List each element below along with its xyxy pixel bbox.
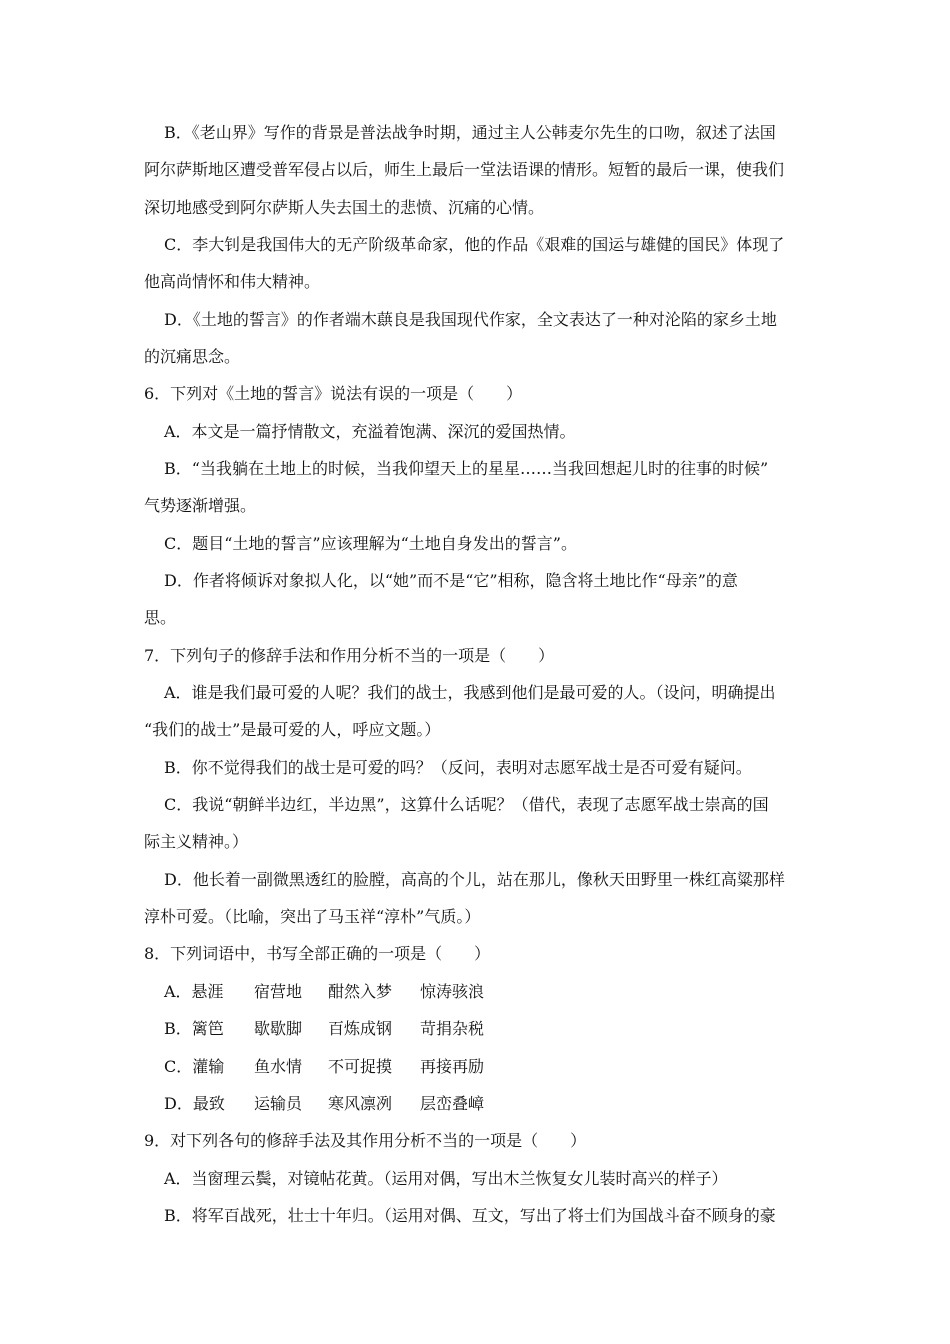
q8-option-c [164,1057,764,1077]
q7-option-d-line2: 淳朴可爱。（比喻，突出了马玉祥“淳朴”气质。） [144,907,481,926]
q6-stem: 6．下列对《土地的誓言》说法有误的一项是（ ） [144,384,523,403]
q5-option-b-line2: 阿尔萨斯地区遭受普军侵占以后，师生上最后一堂法语课的情形。短暂的最后一课，使我们 [144,160,785,179]
q6-option-c: C．题目“土地的誓言”应该理解为“土地自身发出的誓言”。 [164,534,577,553]
q8-option-c-word-3: 再接再励 [420,1057,485,1076]
q7-option-a-line1: A．谁是我们最可爱的人呢？我们的战士，我感到他们是最可爱的人。（设问，明确提出 [164,683,776,702]
q8-option-a-word-1: 宿营地 [254,982,303,1001]
q9-option-a: A．当窗理云鬓，对镜帖花黄。（运用对偶，写出木兰恢复女儿装时高兴的样子） [164,1169,728,1188]
q6-option-d-line2: 思。 [144,608,177,627]
q9-stem: 9．对下列各句的修辞手法及其作用分析不当的一项是（ ） [144,1131,587,1150]
q8-stem: 8．下列词语中，书写全部正确的一项是（ ） [144,944,491,963]
q8-option-b-word-2: 百炼成钢 [328,1019,393,1038]
q7-option-a-line2: “我们的战士”是最可爱的人，呼应文题。） [144,720,441,739]
q8-option-c-word-2: 不可捉摸 [328,1057,393,1076]
q8-option-d-label: D．最致 [164,1094,225,1113]
q8-option-b-word-3: 苛捐杂税 [420,1019,485,1038]
q5-option-c-line1: C．李大钊是我国伟大的无产阶级革命家，他的作品《艰难的国运与雄健的国民》体现了 [164,235,785,254]
q7-option-b: B．你不觉得我们的战士是可爱的吗？（反问，表明对志愿军战士是否可爱有疑问。 [164,758,752,777]
q6-option-b-line1: B．“当我躺在土地上的时候，当我仰望天上的星星……当我回想起儿时的往事的时候” [164,459,769,478]
q8-option-d-word-3: 层峦叠嶂 [420,1094,485,1113]
q6-option-a: A．本文是一篇抒情散文，充溢着饱满、深沉的爱国热情。 [164,422,576,441]
q8-option-d [164,1094,764,1114]
q5-option-d-line1: D．《土地的誓言》的作者端木蕻良是我国现代作家，全文表达了一种对沦陷的家乡土地 [164,310,777,329]
q8-option-b-word-1: 歇歇脚 [254,1019,303,1038]
q7-option-d-line1: D．他长着一副微黑透红的脸膛，高高的个儿，站在那儿，像秋天田野里一株红高粱那样 [164,870,785,889]
q8-option-b [164,1019,764,1039]
q6-option-d-line1: D．作者将倾诉对象拟人化，以“她”而不是“它”相称，隐含将土地比作“母亲”的意 [164,571,738,590]
q5-option-c-line2: 他高尚情怀和伟大精神。 [144,272,321,291]
q8-option-a-label: A．悬涯 [164,982,224,1001]
q7-option-c-line1: C．我说“朝鲜半边红，半边黑”，这算什么话呢？（借代，表现了志愿军战士崇高的国 [164,795,769,814]
q5-option-b-line1: B．《老山界》写作的背景是普法战争时期，通过主人公韩麦尔先生的口吻，叙述了法国 [164,123,776,142]
q8-option-a-word-2: 酣然入梦 [328,982,393,1001]
q5-option-d-line2: 的沉痛思念。 [144,347,241,366]
q8-option-c-word-1: 鱼水情 [254,1057,303,1076]
q8-option-c-label: C．灌输 [164,1057,225,1076]
q7-option-c-line2: 际主义精神。） [144,832,249,851]
q8-option-a-word-3: 惊涛骇浪 [420,982,485,1001]
q6-option-b-line2: 气势逐渐增强。 [144,496,257,515]
q9-option-b: B．将军百战死，壮士十年归。（运用对偶、互文，写出了将士们为国战斗奋不顾身的豪 [164,1206,776,1225]
q8-option-d-word-1: 运输员 [254,1094,303,1113]
q7-stem: 7．下列句子的修辞手法和作用分析不当的一项是（ ） [144,646,555,665]
q8-option-b-label: B．篱笆 [164,1019,224,1038]
q8-option-d-word-2: 寒风凛冽 [328,1094,393,1113]
q5-option-b-line3: 深切地感受到阿尔萨斯人失去国土的悲愤、沉痛的心情。 [144,198,545,217]
q8-option-a [164,982,764,1002]
